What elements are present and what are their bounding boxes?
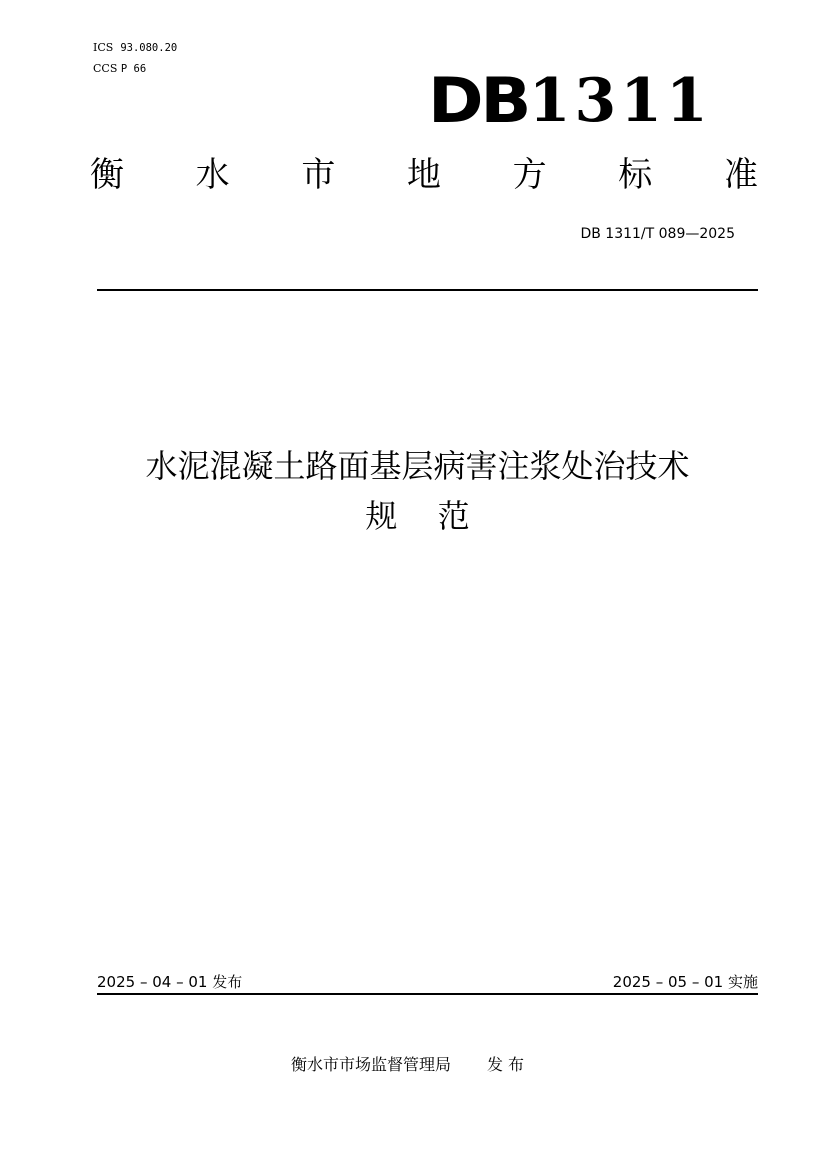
publisher-suffix: 发 布: [486, 1055, 525, 1074]
ccs-label: CCS: [93, 62, 118, 75]
bottom-divider: [97, 993, 758, 995]
db-standard-logo: [428, 64, 712, 137]
top-divider: [97, 289, 758, 291]
standard-type-char: 方: [512, 155, 547, 195]
logo-prefix: DB: [428, 64, 529, 137]
document-title-line-2: 规 范: [365, 497, 470, 535]
ccs-code: P 66: [120, 63, 147, 75]
ics-classification: [93, 41, 177, 55]
issue-date: 2025 – 04 – 01 发布: [97, 973, 243, 991]
standard-type-char: 市: [301, 155, 336, 195]
standard-type-char: 地: [406, 155, 441, 195]
ics-code: 93.080.20: [120, 42, 178, 54]
publisher-name: 衡水市市场监督管理局: [290, 1055, 451, 1074]
standard-type-heading: [90, 153, 758, 197]
standard-type-char: 标: [618, 155, 653, 195]
document-title-line-1: 水泥混凝土路面基层病害注浆处治技术: [145, 447, 690, 485]
standard-type-char: 衡: [90, 155, 124, 195]
standard-type-char: 准: [723, 155, 758, 195]
standard-type-char: 水: [195, 155, 230, 195]
standard-number: DB 1311/T 089—2025: [580, 226, 735, 242]
publisher-line: [0, 1054, 815, 1076]
logo-number: 1311: [528, 66, 712, 136]
implementation-date: 2025 – 05 – 01 实施: [612, 973, 758, 991]
ics-label: ICS: [93, 41, 114, 54]
ccs-classification: [93, 62, 146, 76]
